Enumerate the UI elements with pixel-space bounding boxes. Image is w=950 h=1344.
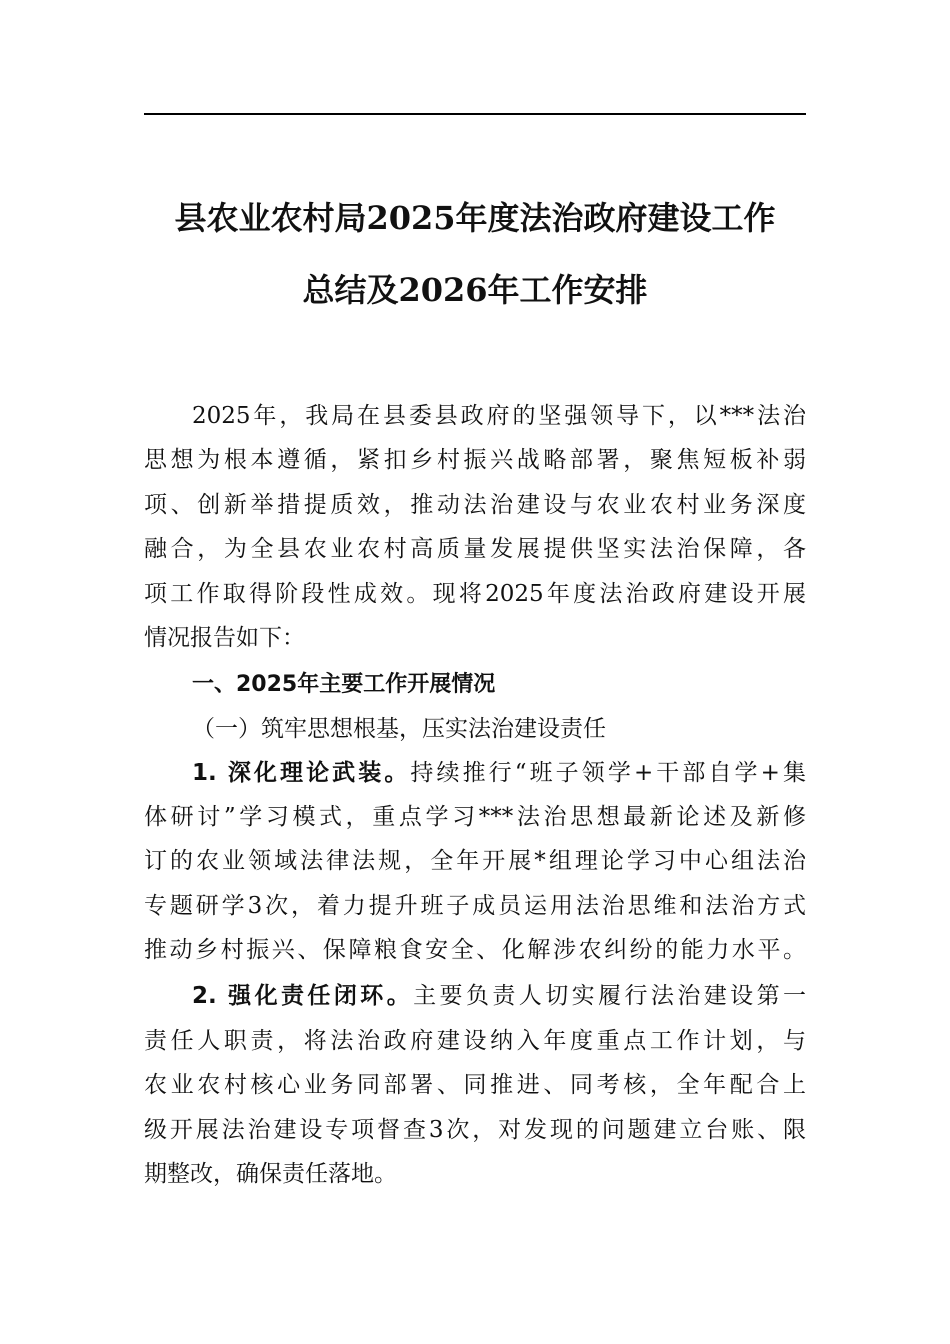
item2-line-3: 农业农村核心业务同部署、同推进、同考核，全年配合上: [144, 1072, 806, 1098]
item2-line-1: [192, 976, 806, 1016]
item1-line-3: 订的农业领域法律法规，全年开展*组理论学习中心组法治: [144, 848, 806, 874]
item1-line-5: 推动乡村振兴、保障粮食安全、化解涉农纠纷的能力水平。: [144, 937, 806, 963]
intro-line-3: 项、创新举措提质效，推动法治建设与农业农村业务深度: [144, 492, 806, 518]
item2-text-1: 主要负责人切实履行法治建设第一: [413, 983, 807, 1009]
item1-lead: 1. 深化理论武装。: [192, 760, 411, 786]
intro-line-2: 思想为根本遵循，紧扣乡村振兴战略部署，聚焦短板补弱: [144, 447, 806, 473]
intro-line-4: 融合，为全县农业农村高质量发展提供坚实法治保障，各: [144, 536, 806, 562]
item2-line-5: 期整改，确保责任落地。: [144, 1161, 397, 1187]
intro-line-5: 项工作取得阶段性成效。现将2025年度法治政府建设开展: [144, 581, 806, 607]
section-heading: 一、2025年主要工作开展情况: [192, 672, 496, 697]
item1-line-4: 专题研学3次，着力提升班子成员运用法治思维和法治方式: [144, 893, 806, 919]
document-title-line-2: 总结及2026年工作安排: [302, 271, 648, 309]
item1-line-2: 体研讨”学习模式，重点学习***法治思想最新论述及新修: [144, 804, 806, 830]
document-title-line-1: 县农业农村局2025年度法治政府建设工作: [174, 199, 776, 237]
subsection-heading: （一）筑牢思想根基，压实法治建设责任: [192, 716, 606, 742]
intro-line-1: 2025年，我局在县委县政府的坚强领导下，以***法治: [192, 403, 806, 429]
item1-text-1: 持续推行“班子领学+干部自学+集: [410, 760, 806, 786]
header-rule: [144, 113, 806, 115]
item2-line-2: 责任人职责，将法治政府建设纳入年度重点工作计划，与: [144, 1028, 806, 1054]
item2-lead: 2. 强化责任闭环。: [192, 983, 414, 1009]
item2-line-4: 级开展法治建设专项督查3次，对发现的问题建立台账、限: [144, 1117, 806, 1143]
intro-line-6: 情况报告如下：: [144, 625, 305, 651]
item1-line-1: [192, 753, 806, 793]
